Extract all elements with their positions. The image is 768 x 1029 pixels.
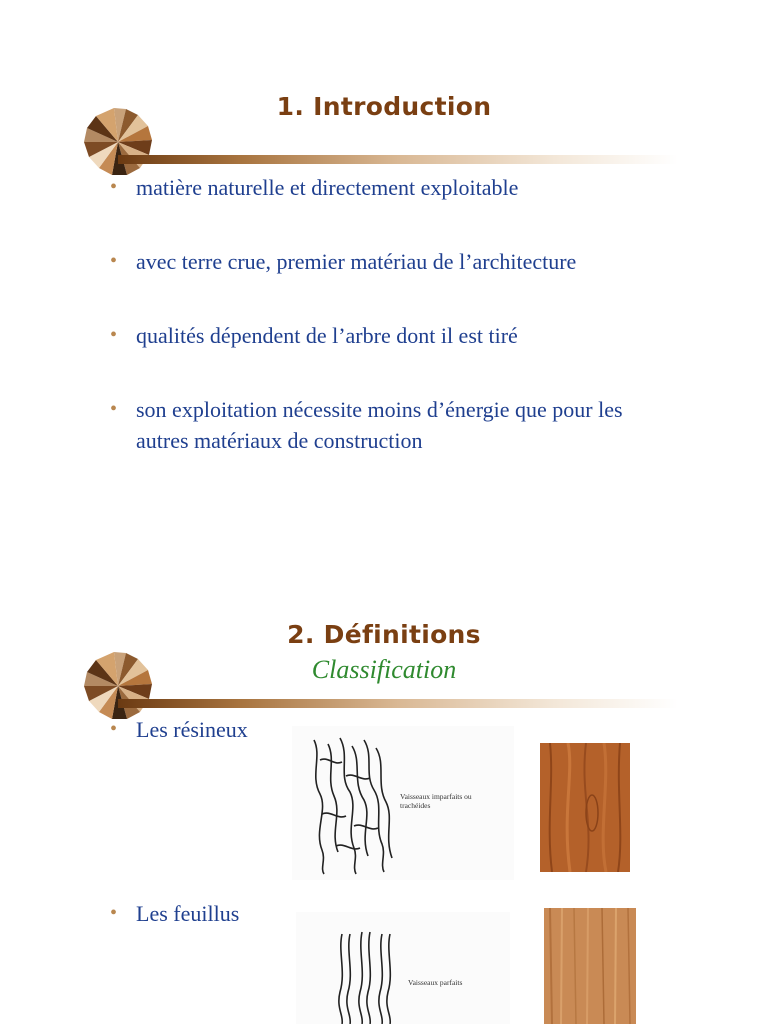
list-item: • matière naturelle et directement exploitable: [108, 172, 696, 203]
bullet-dot: •: [110, 176, 118, 198]
diagram-caption: Vaisseaux imparfaits ou trachéides: [400, 792, 472, 810]
bullet-dot: •: [110, 398, 118, 420]
list-item-feuillus: • Les feuillus: [108, 898, 239, 929]
bullet-dot: •: [110, 324, 118, 346]
hardwood-sample-image: [544, 908, 636, 1024]
bullet-list: [108, 172, 696, 499]
slide-definitions: [0, 580, 768, 1024]
page-subtitle: Classification: [311, 655, 457, 684]
diagram-caption: Vaisseaux parfaits: [408, 978, 463, 987]
bullet-dot: •: [110, 718, 118, 740]
list-item: • avec terre crue, premier matériau de l’architecture: [108, 246, 696, 277]
list-item: • qualités dépendent de l’arbre dont il est tiré: [108, 320, 696, 351]
vessel-drawing: [296, 912, 510, 1024]
title-divider: [118, 699, 678, 708]
bullet-dot: •: [110, 250, 118, 272]
softwood-sample-image: [540, 743, 630, 872]
vessel-diagram: [296, 912, 510, 1024]
page-title: 2. Définitions: [287, 620, 481, 649]
list-item: • son exploitation nécessite moins d’énergie que pour les autres matériaux de construction: [108, 394, 646, 456]
list-item-resineux: • Les résineux: [108, 714, 248, 745]
tracheid-diagram: [292, 726, 514, 880]
title-divider: [118, 155, 678, 164]
bullet-dot: •: [110, 902, 118, 924]
page-title: 1. Introduction: [276, 92, 492, 121]
